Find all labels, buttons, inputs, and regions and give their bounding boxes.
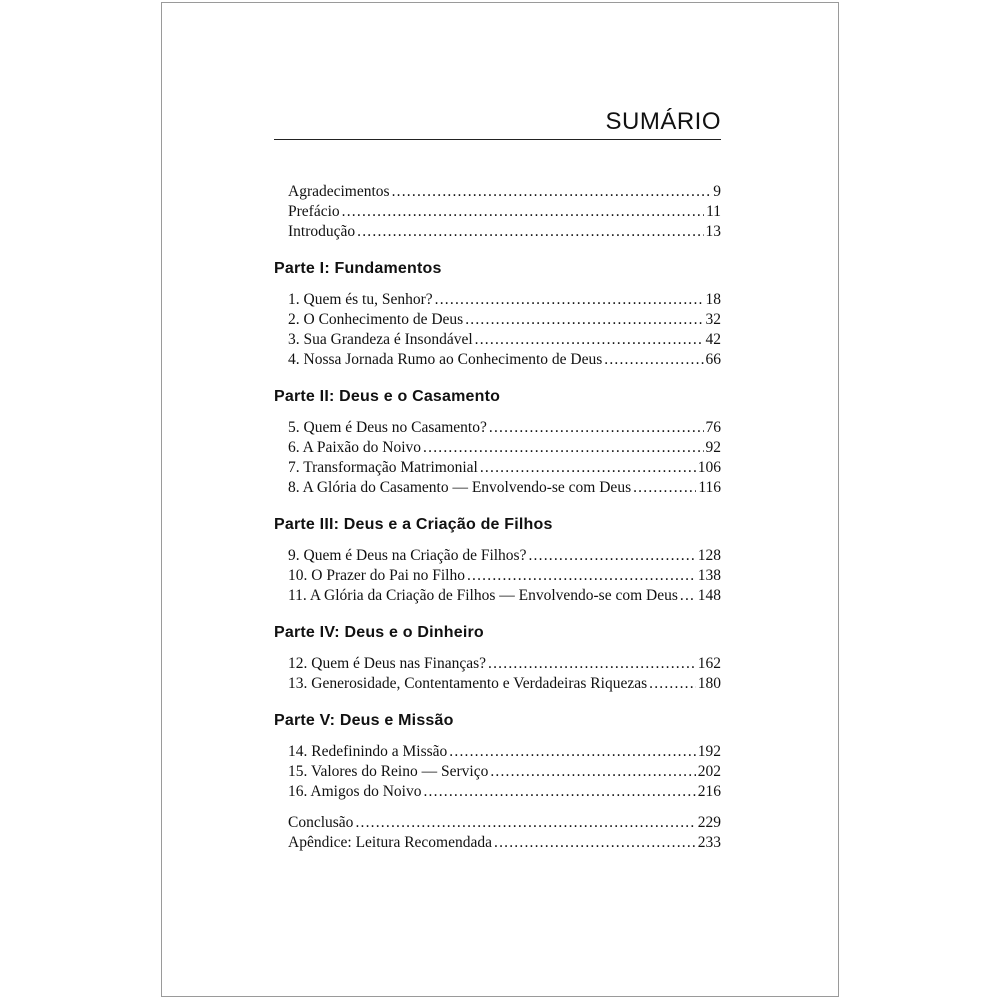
toc-entry-label: 1. Quem és tu, Senhor? xyxy=(288,291,433,308)
toc-entry-page: 18 xyxy=(705,291,721,308)
leader-dots xyxy=(633,478,696,498)
table-of-contents xyxy=(274,182,721,853)
leader-dots xyxy=(480,458,696,478)
toc-entry-label: 12. Quem é Deus nas Finanças? xyxy=(288,655,487,672)
toc-entry-page: 202 xyxy=(697,763,721,780)
toc-entry-label: Prefácio xyxy=(288,203,340,220)
toc-entry xyxy=(288,222,721,242)
toc-entry-label: 6. A Paixão do Noivo xyxy=(288,439,422,456)
toc-entry-label: 10. O Prazer do Pai no Filho xyxy=(288,567,465,584)
leader-dots xyxy=(649,674,696,694)
leader-dots xyxy=(604,350,703,370)
toc-entry xyxy=(288,202,721,222)
toc-entry-label: 15. Valores do Reino — Serviço xyxy=(288,763,489,780)
toc-entry-page: 106 xyxy=(697,459,721,476)
leader-dots xyxy=(475,330,704,350)
toc-entry xyxy=(288,478,721,498)
toc-entry-page: 116 xyxy=(698,479,721,496)
toc-entry xyxy=(288,438,721,458)
toc-entry xyxy=(288,546,721,566)
toc-entry-page: 180 xyxy=(697,675,721,692)
toc-entry-label: 8. A Glória do Casamento — Envolvendo-se com Deus xyxy=(288,479,632,496)
toc-entry-page: 32 xyxy=(705,311,721,328)
leader-dots xyxy=(449,742,695,762)
toc-entry-page: 229 xyxy=(697,814,721,831)
toc-entry-page: 128 xyxy=(697,547,721,564)
leader-dots xyxy=(488,654,696,674)
toc-entry xyxy=(288,418,721,438)
toc-entry xyxy=(288,290,721,310)
toc-entry-page: 76 xyxy=(705,419,721,436)
toc-entry xyxy=(288,586,721,606)
toc-entry-label: 13. Generosidade, Contentamento e Verdadeiras Riquezas xyxy=(288,675,648,692)
leader-dots xyxy=(489,418,704,438)
toc-entry-page: 11 xyxy=(706,203,721,220)
toc-entry-label: Introdução xyxy=(288,223,356,240)
toc-entry-page: 92 xyxy=(705,439,721,456)
toc-entry-page: 138 xyxy=(697,567,721,584)
toc-entry-page: 233 xyxy=(697,834,721,851)
leader-dots xyxy=(465,310,703,330)
title-rule xyxy=(274,139,721,140)
toc-entry-page: 216 xyxy=(697,783,721,800)
toc-entry-page: 13 xyxy=(705,223,721,240)
page-title: SUMÁRIO xyxy=(605,108,721,135)
part-heading: Parte I: Fundamentos xyxy=(274,260,442,277)
leader-dots xyxy=(355,813,695,833)
toc-entry xyxy=(288,813,721,833)
part-heading: Parte IV: Deus e o Dinheiro xyxy=(274,624,484,641)
toc-entry-label: 3. Sua Grandeza é Insondável xyxy=(288,331,473,348)
toc-entry-label: 4. Nossa Jornada Rumo ao Conhecimento de Deus xyxy=(288,351,603,368)
toc-entry xyxy=(288,310,721,330)
toc-entry-page: 66 xyxy=(705,351,721,368)
leader-dots xyxy=(528,546,695,566)
toc-entry xyxy=(288,782,721,802)
toc-entry xyxy=(288,182,721,202)
leader-dots xyxy=(490,762,695,782)
toc-entry-label: 14. Redefinindo a Missão xyxy=(288,743,448,760)
toc-entry xyxy=(288,654,721,674)
leader-dots xyxy=(680,586,696,606)
toc-entry-label: 11. A Glória da Criação de Filhos — Envolvendo-se com Deus xyxy=(288,587,678,604)
toc-entry-page: 162 xyxy=(697,655,721,672)
toc-entry xyxy=(288,674,721,694)
leader-dots xyxy=(357,222,703,242)
toc-entry-label: 7. Transformação Matrimonial xyxy=(288,459,478,476)
toc-entry xyxy=(288,833,721,853)
leader-dots xyxy=(435,290,704,310)
toc-entry-page: 148 xyxy=(697,587,721,604)
toc-entry xyxy=(288,762,721,782)
toc-entry-label: Conclusão xyxy=(288,814,354,831)
leader-dots xyxy=(423,438,703,458)
toc-entry xyxy=(288,742,721,762)
toc-entry-label: Agradecimentos xyxy=(288,183,390,200)
toc-entry xyxy=(288,458,721,478)
toc-entry-page: 42 xyxy=(705,331,721,348)
leader-dots xyxy=(342,202,704,222)
toc-entry xyxy=(288,566,721,586)
toc-entry xyxy=(288,350,721,370)
toc-entry-page: 192 xyxy=(697,743,721,760)
toc-entry-label: 5. Quem é Deus no Casamento? xyxy=(288,419,487,436)
toc-entry-label: Apêndice: Leitura Recomendada xyxy=(288,834,492,851)
leader-dots xyxy=(494,833,696,853)
leader-dots xyxy=(467,566,696,586)
toc-entry-label: 2. O Conhecimento de Deus xyxy=(288,311,464,328)
part-heading: Parte III: Deus e a Criação de Filhos xyxy=(274,516,553,533)
toc-entry xyxy=(288,330,721,350)
toc-entry-label: 16. Amigos do Noivo xyxy=(288,783,422,800)
toc-entry-page: 9 xyxy=(713,183,721,200)
part-heading: Parte V: Deus e Missão xyxy=(274,712,454,729)
toc-entry-label: 9. Quem é Deus na Criação de Filhos? xyxy=(288,547,527,564)
leader-dots xyxy=(423,782,695,802)
leader-dots xyxy=(392,182,712,202)
part-heading: Parte II: Deus e o Casamento xyxy=(274,388,501,405)
